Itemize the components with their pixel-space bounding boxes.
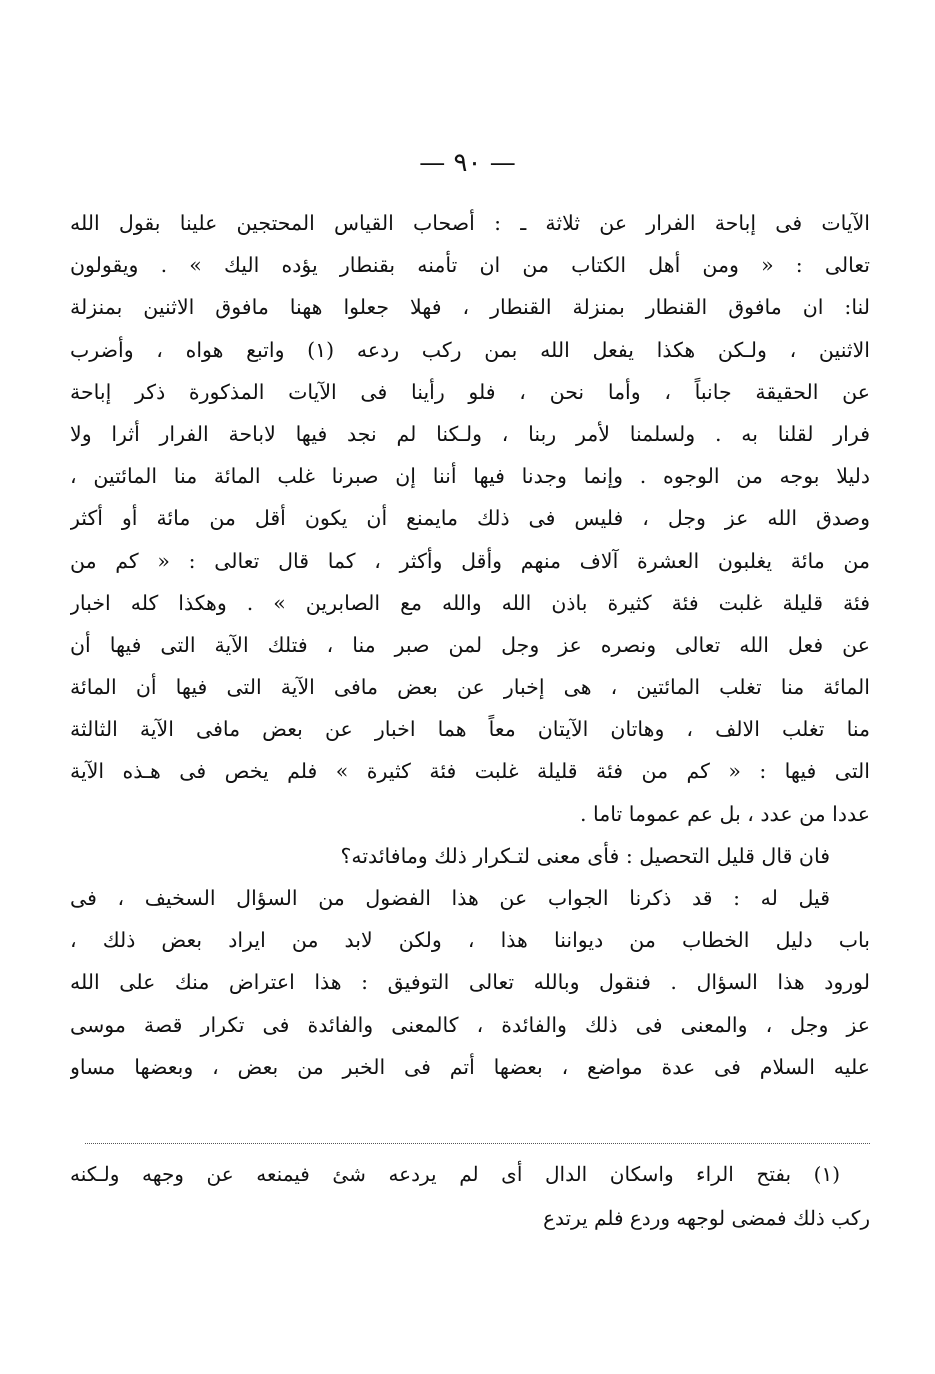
text-line: عددا من عدد ، بل عم عموما تاما .	[580, 801, 870, 826]
page-number: — ٩٠ —	[419, 148, 516, 178]
text-line: فئة قليلة غلبت فئة كثيرة باذن الله والله مع الصابرين » . وهكذا كله اخبار	[70, 590, 870, 615]
footnote-line: ركب ذلك فمضى لوجهه وردع فلم يرتدع	[543, 1206, 870, 1230]
text-line: دليلا بوجه من الوجوه . وإنما وجدنا فيها أننا إن صبرنا غلب المائة منا المائتين ،	[70, 464, 870, 489]
text-line: الاثنين ، ولـكن هكذا يفعل الله بمن ركب ردعه (١) واتبع هواه ، وأضرب	[70, 337, 870, 362]
text-line: عز وجل ، والمعنى فى ذلك والفائدة ، كالمعنى والفائدة فى تكرار قصة موسى	[70, 1012, 870, 1037]
text-line: قيل له : قد ذكرنا الجواب عن هذا الفضول من السؤال السخيف ، فى	[70, 886, 830, 910]
text-line: عليه السلام فى عدة مواضع ، بعضها أتم فى الخبر من بعض ، وبعضها مساو	[70, 1054, 870, 1079]
text-line: عن فعل الله تعالى ونصره عز وجل لمن صبر منا ، فتلك الآية التى فيها أن	[70, 632, 870, 657]
text-line: التى فيها : « كم من فئة قليلة غلبت فئة كثيرة » فلم يخص فى هـذه الآية	[70, 759, 870, 784]
footnote-separator	[85, 1143, 870, 1144]
text-line: المائة منا تغلب المائتين ، هى إخبار عن بعض مافى الآية التى فيها أن المائة	[70, 675, 870, 700]
text-line: الآيات فى إباحة الفرار عن ثلاثة ـ : أصحاب القياس المحتجين علينا بقول الله	[70, 211, 870, 235]
text-line: فرار لقلنا به . ولسلمنا لأمر ربنا ، ولـكنا لم نجد فيها لاباحة الفرار أثرا ولا	[70, 421, 870, 446]
text-line: باب دليل الخطاب من ديواننا هذا ، ولكن لابد من ايراد بعض ذلك ،	[70, 928, 870, 953]
text-line: منا تغلب الالف ، وهاتان الآيتان معاً هما اخبار عن بعض مافى الآية الثالثة	[70, 717, 870, 742]
text-line: لنا: ان مافوق القنطار بمنزلة القنطار ، فهلا جعلوا ههنا مافوق الاثنين بمنزلة	[70, 295, 870, 320]
text-line: من مائة يغلبون العشرة آلاف منهم وأقل وأكثر ، كما قال تعالى : « كم من	[70, 548, 870, 573]
footnote	[70, 1152, 870, 1240]
footnote-line: (١) بفتح الراء واسكان الدال أى لم يردعه شئ فيمنعه عن وجهه ولـكنه	[70, 1162, 840, 1186]
text-line: فان قال قليل التحصيل : فأى معنى لتـكرار ذلك ومافائدته؟	[340, 843, 830, 868]
text-line: تعالى : « ومن أهل الكتاب من ان تأمنه بقنطار يؤده اليك » . ويقولون	[70, 253, 870, 278]
text-line: وصدق الله عز وجل ، فليس فى ذلك مايمنع أن يكون أقل من مائة أو أكثر	[70, 506, 870, 531]
text-line: عن الحقيقة جانباً ، وأما نحن ، فلو رأينا فى الآيات المذكورة ذكر إباحة	[70, 379, 870, 404]
text-line: لورود هذا السؤال . فنقول وبالله تعالى التوفيق : هذا اعتراض منك على الله	[70, 970, 870, 995]
main-text	[70, 202, 870, 1088]
